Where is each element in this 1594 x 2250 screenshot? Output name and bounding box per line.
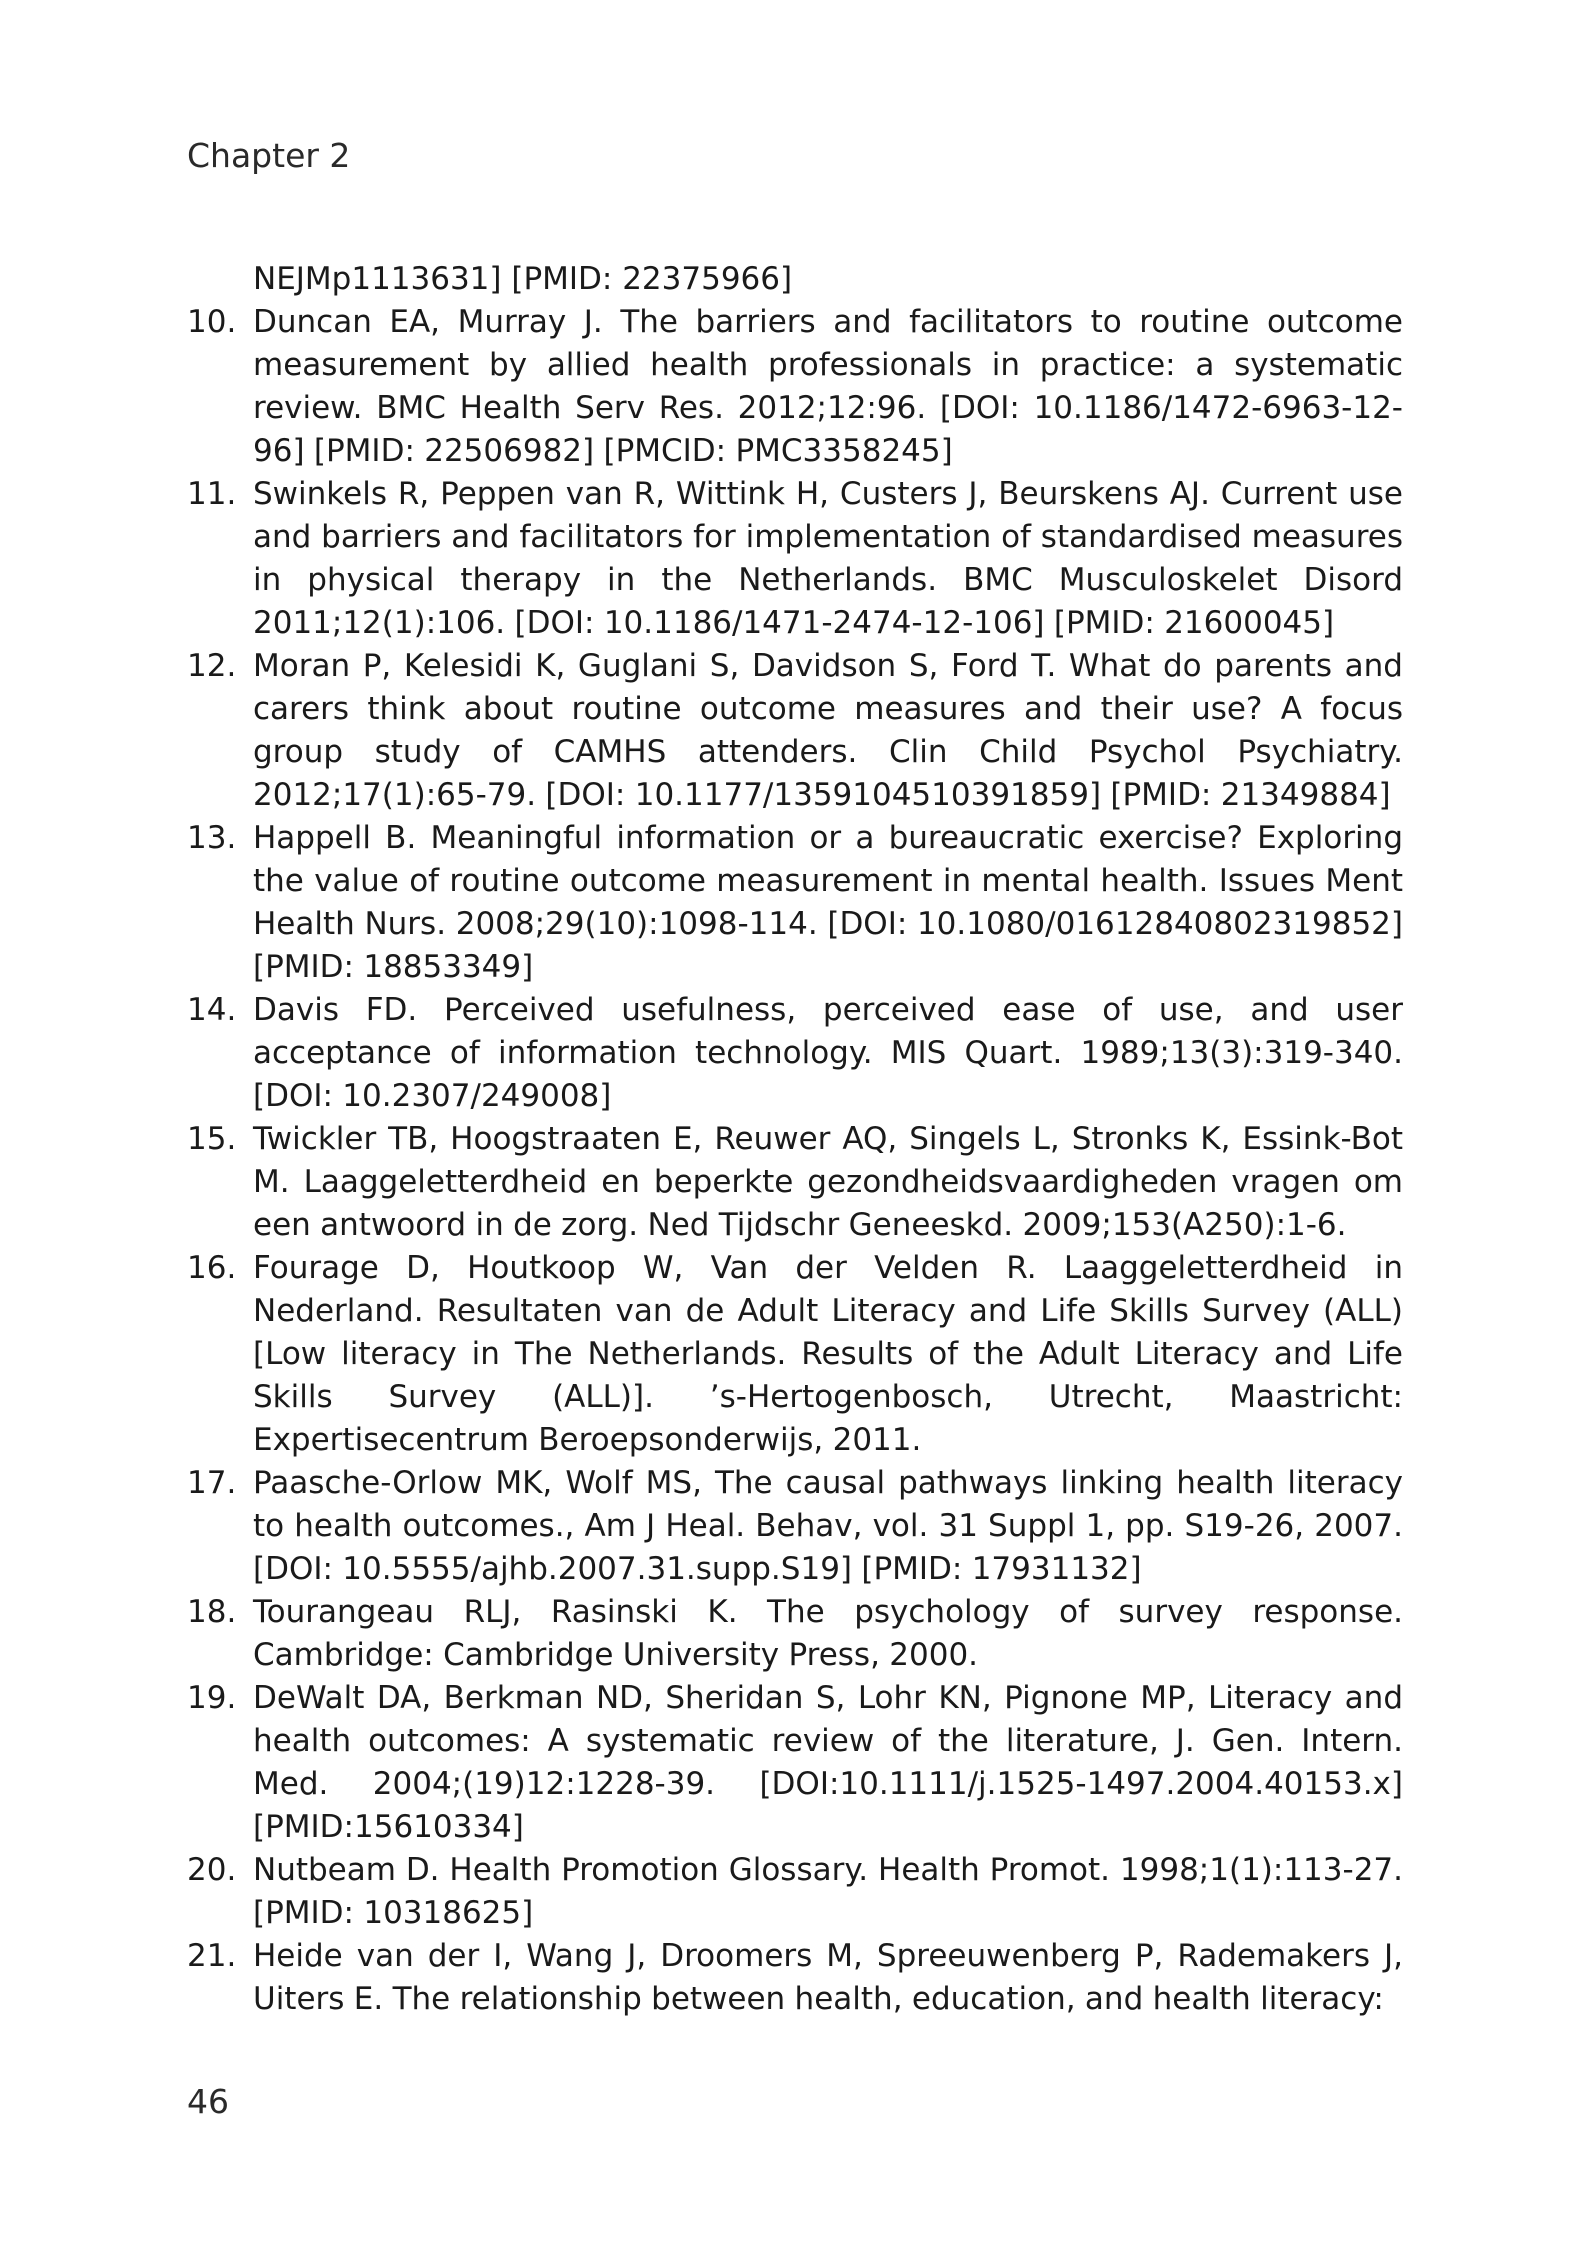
- reference-text: Moran P, Kelesidi K, Guglani S, Davidson S, Ford T. What do parents and carers think about routine outcome measures and their use? A focus group study of CAMHS attenders. Clin Child Psychol Psychiatry. 2012;17(1):65-79. [DOI: 10.1177/1359104510391859] [PMID: 21349884]: [253, 648, 1403, 813]
- reference-text: Tourangeau RLJ, Rasinski K. The psychology of survey response. Cambridge: Cambridge University Press, 2000.: [253, 1594, 1403, 1673]
- reference-number: 19.: [187, 1680, 237, 1716]
- reference-item: [187, 989, 1403, 1118]
- reference-number: 14.: [187, 992, 237, 1028]
- page-number: 46: [187, 2082, 229, 2121]
- reference-text: Swinkels R, Peppen van R, Wittink H, Custers J, Beurskens AJ. Current use and barriers and facilitators for implementation of standardised measures in physical therapy in the Netherlands. BMC Musculoskelet Disord 2011;12(1):106. [DOI: 10.1186/1471-2474-12-106] [PMID: 21600045]: [253, 476, 1403, 641]
- reference-text: DeWalt DA, Berkman ND, Sheridan S, Lohr KN, Pignone MP, Literacy and health outcomes: A systematic review of the literature, J. Gen. Intern. Med. 2004;(19)12:1228-39. [DOI:10.1111/j.1525-1497.2004.40153.x] [PMID:15610334]: [253, 1680, 1403, 1845]
- reference-number: 11.: [187, 476, 237, 512]
- reference-number: 21.: [187, 1938, 237, 1974]
- reference-item: [187, 301, 1403, 473]
- reference-text: Twickler TB, Hoogstraaten E, Reuwer AQ, Singels L, Stronks K, Essink-Bot M. Laaggeletterdheid en beperkte gezondheidsvaardigheden vragen om een antwoord in de zorg. Ned Tijdschr Geneeskd. 2009;153(A250):1-6.: [253, 1121, 1403, 1243]
- running-head-chapter: Chapter 2: [187, 136, 351, 175]
- reference-text: Heide van der I, Wang J, Droomers M, Spreeuwenberg P, Rademakers J, Uiters E. The relationship between health, education, and health literacy:: [253, 1938, 1403, 2017]
- reference-text: Duncan EA, Murray J. The barriers and facilitators to routine outcome measurement by allied health professionals in practice: a systematic review. BMC Health Serv Res. 2012;12:96. [DOI: 10.1186/1472-6963-12-96] [PMID: 22506982] [PMCID: PMC3358245]: [253, 304, 1403, 469]
- reference-number: 18.: [187, 1594, 237, 1630]
- reference-item: [187, 645, 1403, 817]
- reference-item: [187, 1462, 1403, 1591]
- reference-text: Nutbeam D. Health Promotion Glossary. Health Promot. 1998;1(1):113-27. [PMID: 10318625]: [253, 1852, 1403, 1931]
- reference-item: [187, 1118, 1403, 1247]
- reference-text: Fourage D, Houtkoop W, Van der Velden R. Laaggeletterdheid in Nederland. Resultaten van de Adult Literacy and Life Skills Survey (ALL) [Low literacy in The Netherlands. Results of the Adult Literacy and Life Skills Survey (ALL)]. ’s-Hertogenbosch, Utrecht, Maastricht: Expertisecentrum Beroepsonderwijs, 2011.: [253, 1250, 1403, 1458]
- reference-number: 16.: [187, 1250, 237, 1286]
- reference-item: [187, 817, 1403, 989]
- reference-number: 10.: [187, 304, 237, 340]
- reference-item: [187, 1591, 1403, 1677]
- reference-number: 12.: [187, 648, 237, 684]
- reference-item: [187, 1849, 1403, 1935]
- reference-number: 13.: [187, 820, 237, 856]
- reference-item: [187, 1247, 1403, 1462]
- reference-text: Paasche-Orlow MK, Wolf MS, The causal pathways linking health literacy to health outcomes., Am J Heal. Behav, vol. 31 Suppl 1, pp. S19-26, 2007. [DOI: 10.5555/ajhb.2007.31.supp.S19] [PMID: 17931132]: [253, 1465, 1403, 1587]
- reference-item: [187, 473, 1403, 645]
- reference-item: [187, 1935, 1403, 2021]
- reference-number: 20.: [187, 1852, 237, 1888]
- reference-list: [187, 301, 1403, 2021]
- reference-continuation: NEJMp1113631] [PMID: 22375966]: [253, 261, 793, 297]
- reference-number: 17.: [187, 1465, 237, 1501]
- reference-item: [187, 1677, 1403, 1849]
- reference-text: Davis FD. Perceived usefulness, perceived ease of use, and user acceptance of information technology. MIS Quart. 1989;13(3):319-340. [DOI: 10.2307/249008]: [253, 992, 1403, 1114]
- reference-text: Happell B. Meaningful information or a bureaucratic exercise? Exploring the value of routine outcome measurement in mental health. Issues Ment Health Nurs. 2008;29(10):1098-114. [DOI: 10.1080/01612840802319852] [PMID: 18853349]: [253, 820, 1403, 985]
- reference-number: 15.: [187, 1121, 237, 1157]
